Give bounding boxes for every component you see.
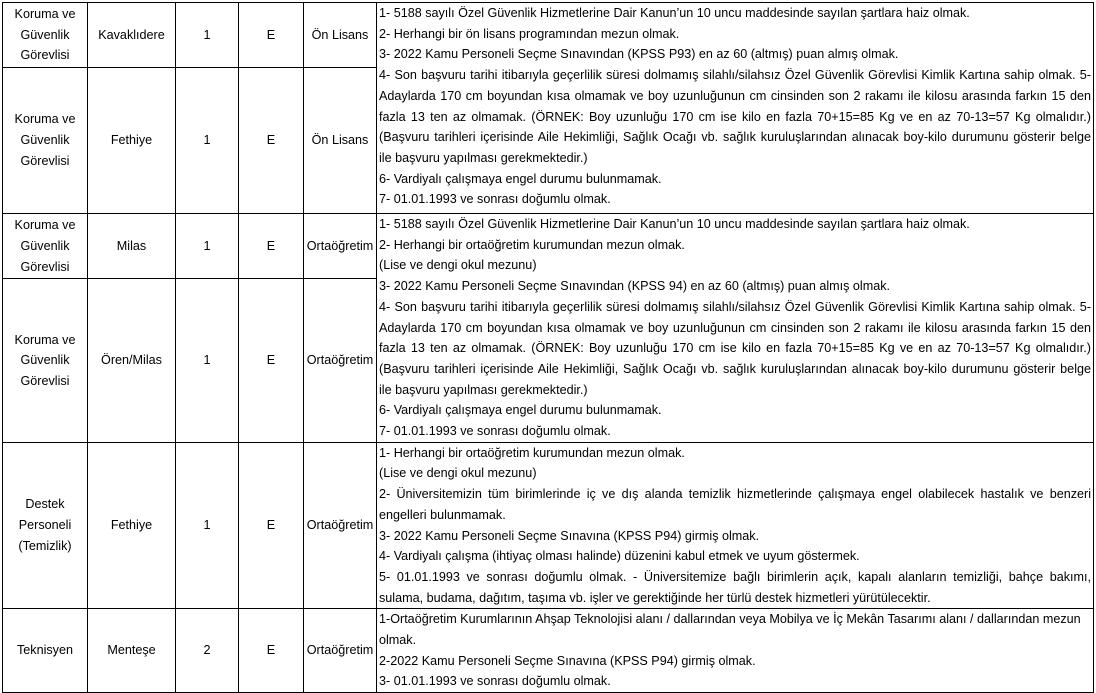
unit-cell: Fethiye: [88, 442, 176, 609]
education-cell: Ön Lisans: [304, 68, 377, 214]
unit-cell: Fethiye: [88, 68, 176, 214]
position-cell: Destek Personeli (Temizlik): [3, 442, 88, 609]
unit-cell: Kavaklıdere: [88, 3, 176, 68]
count-cell: 1: [176, 68, 239, 214]
table-row: [3, 442, 1094, 609]
count-cell: 1: [176, 3, 239, 68]
requirements-cell: 1- 5188 sayılı Özel Güvenlik Hizmetlerine Dair Kanun’un 10 uncu maddesinde sayılan şartlara haiz olmak. 2- Herhangi bir ön lisans programından mezun olmak. 3- 2022 Kamu Personeli Seçme Sınavından (KPSS P93) en az 60 (altmış) puan almış olmak. 4- Son başvuru tarihi itibarıyla geçerlilik süresi dolmamış silahlı/silahsız Özel Güvenlik Görevlisi Kimlik Kartına sahip olmak. 5- Adaylarda 170 cm boyundan kısa olmamak ve boy uzunluğunun cm cinsinden son 2 rakamı ile kilosu arasında farkın 15 den fazla 13 ten az olmamak. (ÖRNEK: Boy uzunluğu 170 cm ise kilo en fazla 70+15=85 Kg ve en az 70-13=57 Kg olmalıdır.) (Başvuru tarihleri içerisinde Aile Hekimliği, Sağlık Ocağı vb. sağlık kuruluşlarından alınacak boy-kilo durumunu gösterir belge ile başvuru yapılması gerekmektedir.) 6- Vardiyalı çalışmaya engel durumu bulunmamak. 7- 01.01.1993 ve sonrası doğumlu olmak.: [377, 3, 1094, 214]
count-cell: 1: [176, 214, 239, 279]
unit-cell: Menteşe: [88, 609, 176, 693]
education-cell: Ön Lisans: [304, 3, 377, 68]
gender-cell: E: [239, 68, 304, 214]
unit-cell: Ören/Milas: [88, 279, 176, 442]
gender-cell: E: [239, 279, 304, 442]
position-cell: Koruma ve Güvenlik Görevlisi: [3, 3, 88, 68]
position-cell: Koruma ve Güvenlik Görevlisi: [3, 279, 88, 442]
table-row: [3, 3, 1094, 68]
gender-cell: E: [239, 3, 304, 68]
education-cell: Ortaöğretim: [304, 442, 377, 609]
gender-cell: E: [239, 442, 304, 609]
requirements-cell: 1- 5188 sayılı Özel Güvenlik Hizmetlerine Dair Kanun’un 10 uncu maddesinde sayılan şartlara haiz olmak. 2- Herhangi bir ortaöğretim kurumundan mezun olmak. (Lise ve dengi okul mezunu) 3- 2022 Kamu Personeli Seçme Sınavından (KPSS 94) en az 60 (altmış) puan almış olmak. 4- Son başvuru tarihi itibarıyla geçerlilik süresi dolmamış silahlı/silahsız Özel Güvenlik Görevlisi Kimlik Kartına sahip olmak. 5- Adaylarda 170 cm boyundan kısa olmamak ve boy uzunluğunun cm cinsinden son 2 rakamı ile kilosu arasında farkın 15 den fazla 13 ten az olmamak. (ÖRNEK: Boy uzunluğu 170 cm ise kilo en fazla 70+15=85 Kg ve en az 70-13=57 Kg olmalıdır.) (Başvuru tarihleri içerisinde Aile Hekimliği, Sağlık Ocağı vb. sağlık kuruluşlarından alınacak boy-kilo durumunu gösterir belge ile başvuru yapılması gerekmektedir.) 6- Vardiyalı çalışmaya engel durumu bulunmamak. 7- 01.01.1993 ve sonrası doğumlu olmak.: [377, 214, 1094, 443]
education-cell: Ortaöğretim: [304, 214, 377, 279]
count-cell: 2: [176, 609, 239, 693]
requirements-cell: 1-Ortaöğretim Kurumlarının Ahşap Teknolojisi alanı / dallarından veya Mobilya ve İç Mekân Tasarımı alanı / dallarından mezun olmak. 2-2022 Kamu Personeli Seçme Sınavına (KPSS P94) girmiş olmak. 3- 01.01.1993 ve sonrası doğumlu olmak.: [377, 609, 1094, 693]
count-cell: 1: [176, 279, 239, 442]
position-cell: Koruma ve Güvenlik Görevlisi: [3, 68, 88, 214]
position-cell: Teknisyen: [3, 609, 88, 693]
unit-cell: Milas: [88, 214, 176, 279]
education-cell: Ortaöğretim: [304, 609, 377, 693]
education-cell: Ortaöğretim: [304, 279, 377, 442]
position-cell: Koruma ve Güvenlik Görevlisi: [3, 214, 88, 279]
gender-cell: E: [239, 214, 304, 279]
requirements-cell: 1- Herhangi bir ortaöğretim kurumundan mezun olmak. (Lise ve dengi okul mezunu) 2- Üniversitemizin tüm birimlerinde iç ve dış alanda temizlik hizmetlerinde çalışmaya engel olabilecek hastalık ve benzeri engelleri bulunmamak. 3- 2022 Kamu Personeli Seçme Sınavına (KPSS P94) girmiş olmak. 4- Vardiyalı çalışma (ihtiyaç olması halinde) düzenini kabul etmek ve uyum göstermek. 5- 01.01.1993 ve sonrası doğumlu olmak. - Üniversitemize bağlı birimlerin açık, kapalı alanların temizliği, bahçe bakımı, sulama, budama, dağıtım, taşıma vb. işler ve gerektiğinde her türlü destek hizmetleri yürütülecektir.: [377, 442, 1094, 609]
requirements-table: [2, 2, 1094, 693]
table-row: [3, 609, 1094, 693]
gender-cell: E: [239, 609, 304, 693]
count-cell: 1: [176, 442, 239, 609]
table-row: [3, 214, 1094, 279]
